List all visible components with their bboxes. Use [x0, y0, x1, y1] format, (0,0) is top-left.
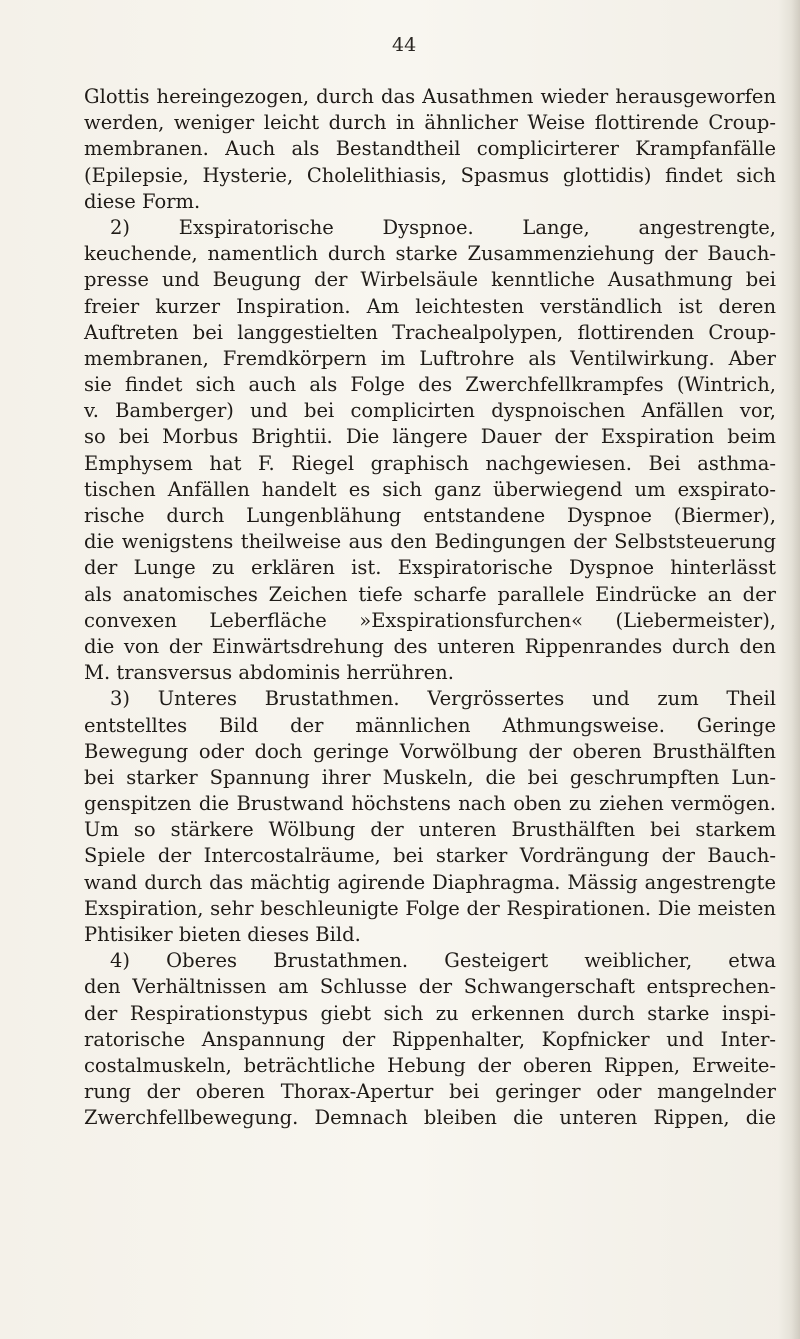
- text-line: der Respirationstypus giebt sich zu erkennen durch starke inspi-: [84, 1001, 776, 1025]
- text-line: der Lunge zu erklären ist. Exspiratorische Dyspnoe hinterlässt: [84, 556, 776, 580]
- text-line: 3) Unteres Brustathmen. Vergrössertes und zum Theil: [110, 687, 776, 711]
- text-line: die wenigstens theilweise aus den Bedingungen der Selbststeuerung: [84, 530, 776, 554]
- text-line: tischen Anfällen handelt es sich ganz überwiegend um exspirato-: [84, 477, 776, 501]
- text-line: genspitzen die Brustwand höchstens nach oben zu ziehen vermögen.: [84, 792, 776, 816]
- text-line: Um so stärkere Wölbung der unteren Brusthälften bei starkem: [84, 818, 776, 842]
- text-line: M. transversus abdominis herrühren.: [84, 661, 454, 685]
- text-line: Bewegung oder doch geringe Vorwölbung der oberen Brusthälften: [84, 739, 776, 763]
- text-line: Glottis hereingezogen, durch das Ausathmen wieder herausgeworfen: [84, 85, 776, 108]
- text-line: Zwerchfellbewegung. Demnach bleiben die unteren Rippen, die: [84, 1106, 776, 1130]
- text-line: rung der oberen Thorax-Apertur bei geringer oder mangelnder: [84, 1080, 776, 1104]
- text-line: bei starker Spannung ihrer Muskeln, die bei geschrumpften Lun-: [84, 765, 776, 789]
- text-line: 4) Oberes Brustathmen. Gesteigert weiblicher, etwa: [110, 949, 776, 973]
- text-line: entstelltes Bild der männlichen Athmungsweise. Geringe: [84, 713, 776, 737]
- text-line: costalmuskeln, beträchtliche Hebung der oberen Rippen, Erweite-: [84, 1053, 776, 1077]
- text-line: keuchende, namentlich durch starke Zusammenziehung der Bauch-: [84, 242, 776, 266]
- text-line: Phtisiker bieten dieses Bild.: [84, 923, 361, 946]
- text-line: v. Bamberger) und bei complicirten dyspnoischen Anfällen vor,: [84, 399, 776, 423]
- text-line: Emphysem hat F. Riegel graphisch nachgewiesen. Bei asthma-: [84, 451, 776, 475]
- text-line: werden, weniger leicht durch in ähnlicher Weise flottirende Croup-: [84, 111, 776, 135]
- text-line: diese Form.: [84, 189, 201, 213]
- page-number: 44: [392, 34, 417, 56]
- text-line: die von der Einwärtsdrehung des unteren Rippenrandes durch den: [84, 634, 776, 658]
- text-line: (Epilepsie, Hysterie, Cholelithiasis, Spasmus glottidis) findet sich: [84, 163, 776, 187]
- text-line: Spiele der Intercostalräume, bei starker Vordrängung der Bauch-: [84, 844, 776, 868]
- text-line: Exspiration, sehr beschleunigte Folge der Respirationen. Die meisten: [84, 896, 776, 920]
- text-line: rische durch Lungenblähung entstandene Dyspnoe (Biermer),: [84, 504, 776, 527]
- text-line: presse und Beugung der Wirbelsäule kenntliche Ausathmung bei: [84, 268, 776, 292]
- text-line: membranen. Auch als Bestandtheil complicirterer Krampfanfälle: [84, 137, 776, 161]
- text-line: als anatomisches Zeichen tiefe scharfe parallele Eindrücke an der: [84, 582, 776, 606]
- page-edge-shadow: [778, 0, 800, 1339]
- text-line: sie findet sich auch als Folge des Zwerchfellkrampfes (Wintrich,: [84, 373, 776, 397]
- text-line: ratorische Anspannung der Rippenhalter, Kopfnicker und Inter-: [84, 1027, 776, 1051]
- text-line: freier kurzer Inspiration. Am leichtesten verständlich ist deren: [84, 294, 776, 318]
- text-line: so bei Morbus Brightii. Die längere Dauer der Exspiration beim: [84, 425, 776, 449]
- text-line: den Verhältnissen am Schlusse der Schwangerschaft entsprechen-: [84, 975, 776, 999]
- text-line: membranen, Fremdkörpern im Luftrohre als Ventilwirkung. Aber: [84, 346, 776, 370]
- text-line: convexen Leberfläche »Exspirationsfurchen« (Liebermeister),: [84, 608, 776, 632]
- text-line: Auftreten bei langgestielten Trachealpolypen, flottirenden Croup-: [84, 320, 776, 344]
- text-line: wand durch das mächtig agirende Diaphragma. Mässig angestrengte: [84, 870, 776, 894]
- text-line: 2) Exspiratorische Dyspnoe. Lange, angestrengte,: [110, 215, 776, 239]
- body-text: [84, 84, 776, 1132]
